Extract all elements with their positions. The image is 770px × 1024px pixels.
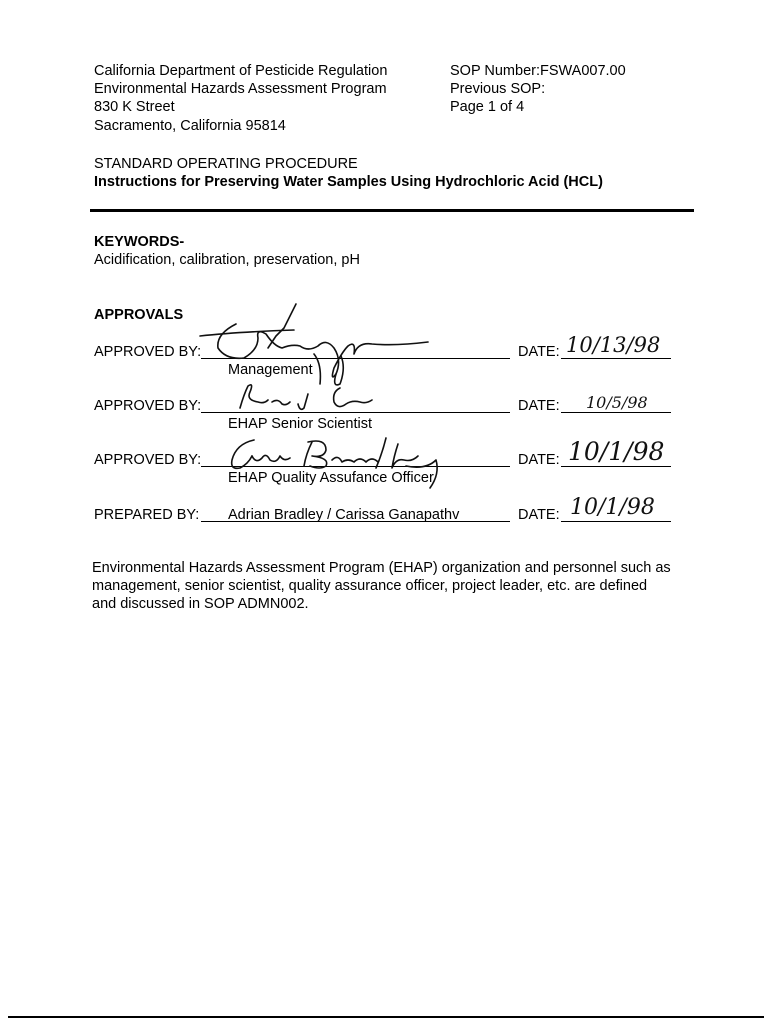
date-line (561, 412, 671, 413)
page-bottom-rule (8, 1016, 764, 1018)
date-label: DATE: (518, 452, 560, 468)
signature-qa-officer (226, 434, 446, 494)
city-address: Sacramento, California 95814 (94, 118, 286, 134)
keywords-text: Acidification, calibration, preservation, pH (94, 252, 360, 268)
note-line: and discussed in SOP ADMN002. (92, 596, 309, 612)
page-number: Page 1 of 4 (450, 99, 525, 115)
title-divider (90, 209, 694, 212)
role-senior-scientist: EHAP Senior Scientist (228, 416, 372, 432)
previous-sop: Previous SOP: (450, 81, 546, 97)
handwritten-date: 10/13/98 (566, 333, 661, 357)
date-label: DATE: (518, 507, 560, 523)
approved-by-label: APPROVED BY: (94, 398, 202, 414)
document-kind: STANDARD OPERATING PROCEDURE (94, 156, 358, 172)
handwritten-date: 10/1/98 (570, 495, 655, 520)
signature-management (196, 298, 436, 388)
program-name: Environmental Hazards Assessment Program (94, 81, 387, 97)
approved-by-label: APPROVED BY: (94, 344, 202, 360)
keywords-heading: KEYWORDS- (94, 234, 185, 250)
org-name: California Department of Pesticide Regulation (94, 63, 388, 79)
prepared-by-label: PREPARED BY: (94, 507, 200, 523)
sop-number: SOP Number:FSWA007.00 (450, 63, 626, 79)
approved-by-label: APPROVED BY: (94, 452, 202, 468)
role-qa-officer: EHAP Quality Assufance Officer (228, 470, 434, 486)
note-line: Environmental Hazards Assessment Program (EHAP) organization and personnel such as (92, 560, 671, 576)
note-line: management, senior scientist, quality assurance officer, project leader, etc. are defined (92, 578, 648, 594)
document-title: Instructions for Preserving Water Samples Using Hydrochloric Acid (HCL) (94, 174, 603, 190)
handwritten-date: 10/5/98 (586, 393, 648, 412)
approvals-heading: APPROVALS (94, 307, 184, 323)
date-label: DATE: (518, 398, 560, 414)
preparer-names: Adrian Bradley / Carissa Ganapathv (228, 507, 460, 523)
street-address: 830 K Street (94, 99, 175, 115)
handwritten-date: 10/1/98 (568, 437, 665, 466)
date-label: DATE: (518, 344, 560, 360)
date-line (561, 521, 671, 522)
signature-senior-scientist (228, 380, 388, 416)
date-line (561, 466, 671, 467)
role-management: Management (228, 362, 313, 378)
date-line (561, 358, 671, 359)
